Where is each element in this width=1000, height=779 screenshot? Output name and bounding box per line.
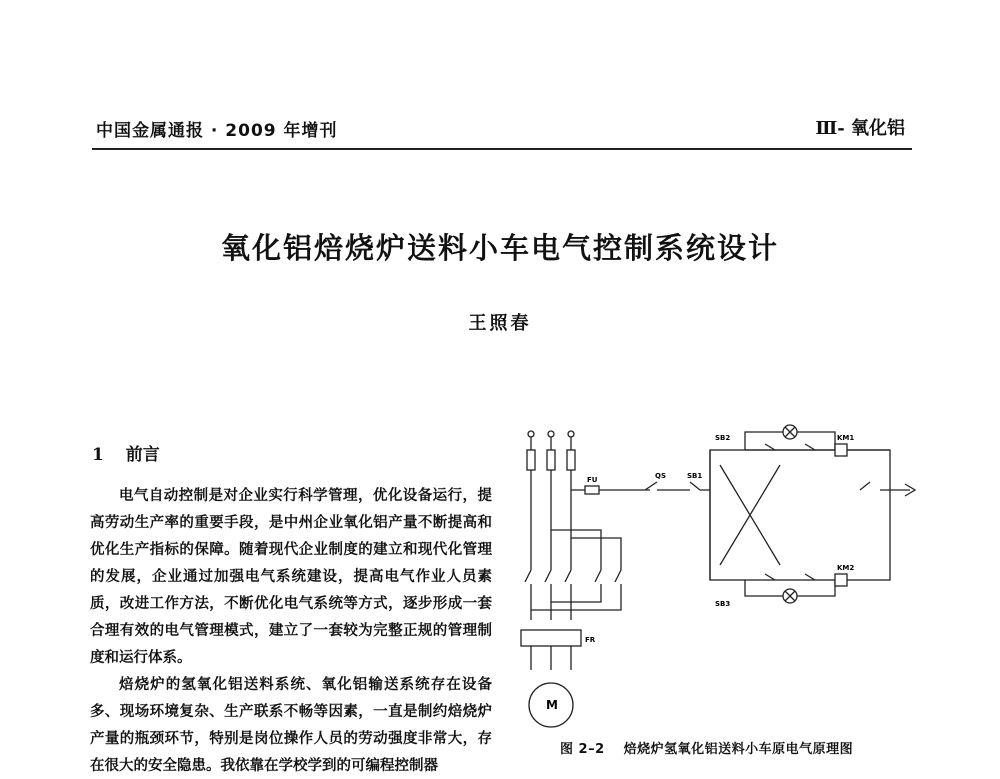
label-sb2: SB2 xyxy=(715,434,731,442)
label-fr: FR xyxy=(585,636,596,644)
author-name: 王照春 xyxy=(468,313,532,334)
phase-terminal xyxy=(568,431,574,437)
label-motor: M xyxy=(546,698,558,712)
header-rule xyxy=(92,148,912,150)
phase-fuse xyxy=(527,450,535,470)
label-qs: QS xyxy=(655,472,666,480)
section-title: 前言 xyxy=(125,445,160,465)
label-km2: KM2 xyxy=(837,564,855,572)
body-column xyxy=(90,482,492,779)
label-sb1: SB1 xyxy=(687,472,703,480)
body-paragraph: 焙烧炉的氢氧化铝送料系统、氧化铝输送系统存在设备多、现场环境复杂、生产联系不畅等因素，一直是制约焙烧炉产量的瓶颈环节，特别是岗位操作人员的劳动强度非常大，存在很大的安全隐患。我依靠在学校学到的可编程控制器 xyxy=(90,676,492,774)
phase-fuse xyxy=(567,450,575,470)
phase-fuse xyxy=(547,450,555,470)
section-tag: Ⅲ- 氧化铝 xyxy=(815,118,905,139)
phase-terminal xyxy=(528,431,534,437)
km2-coil xyxy=(835,574,847,586)
circuit-diagram xyxy=(505,420,925,740)
journal-header: 中国金属通报 · 2009 年增刊 xyxy=(96,121,338,141)
caption-label: 图 2–2 xyxy=(560,742,605,757)
label-km1: KM1 xyxy=(837,434,855,442)
figure-caption xyxy=(560,738,853,757)
label-fu: FU xyxy=(587,476,598,484)
control-fuse xyxy=(585,486,599,494)
thermal-relay xyxy=(521,630,581,646)
km1-coil xyxy=(835,444,847,456)
phase-terminal xyxy=(548,431,554,437)
section-heading xyxy=(92,440,160,465)
section-number: 1 xyxy=(92,445,104,465)
paper-title: 氧化铝焙烧炉送料小车电气控制系统设计 xyxy=(220,231,779,265)
caption-text: 焙烧炉氢氧化铝送料小车原电气原理图 xyxy=(623,742,854,757)
body-paragraph: 电气自动控制是对企业实行科学管理，优化设备运行，提高劳动生产率的重要手段，是中州企业氧化铝产量不断提高和优化生产指标的保障。随着现代企业制度的建立和现代化管理的发展，企业通过加强电气系统建设，提高电气作业人员素质，改进工作方法，不断优化电气系统等方式，逐步形成一套合理有效的电气管理模式，建立了一套较为完整正规的管理制度和运行体系。 xyxy=(90,487,492,666)
label-sb3: SB3 xyxy=(715,600,731,608)
